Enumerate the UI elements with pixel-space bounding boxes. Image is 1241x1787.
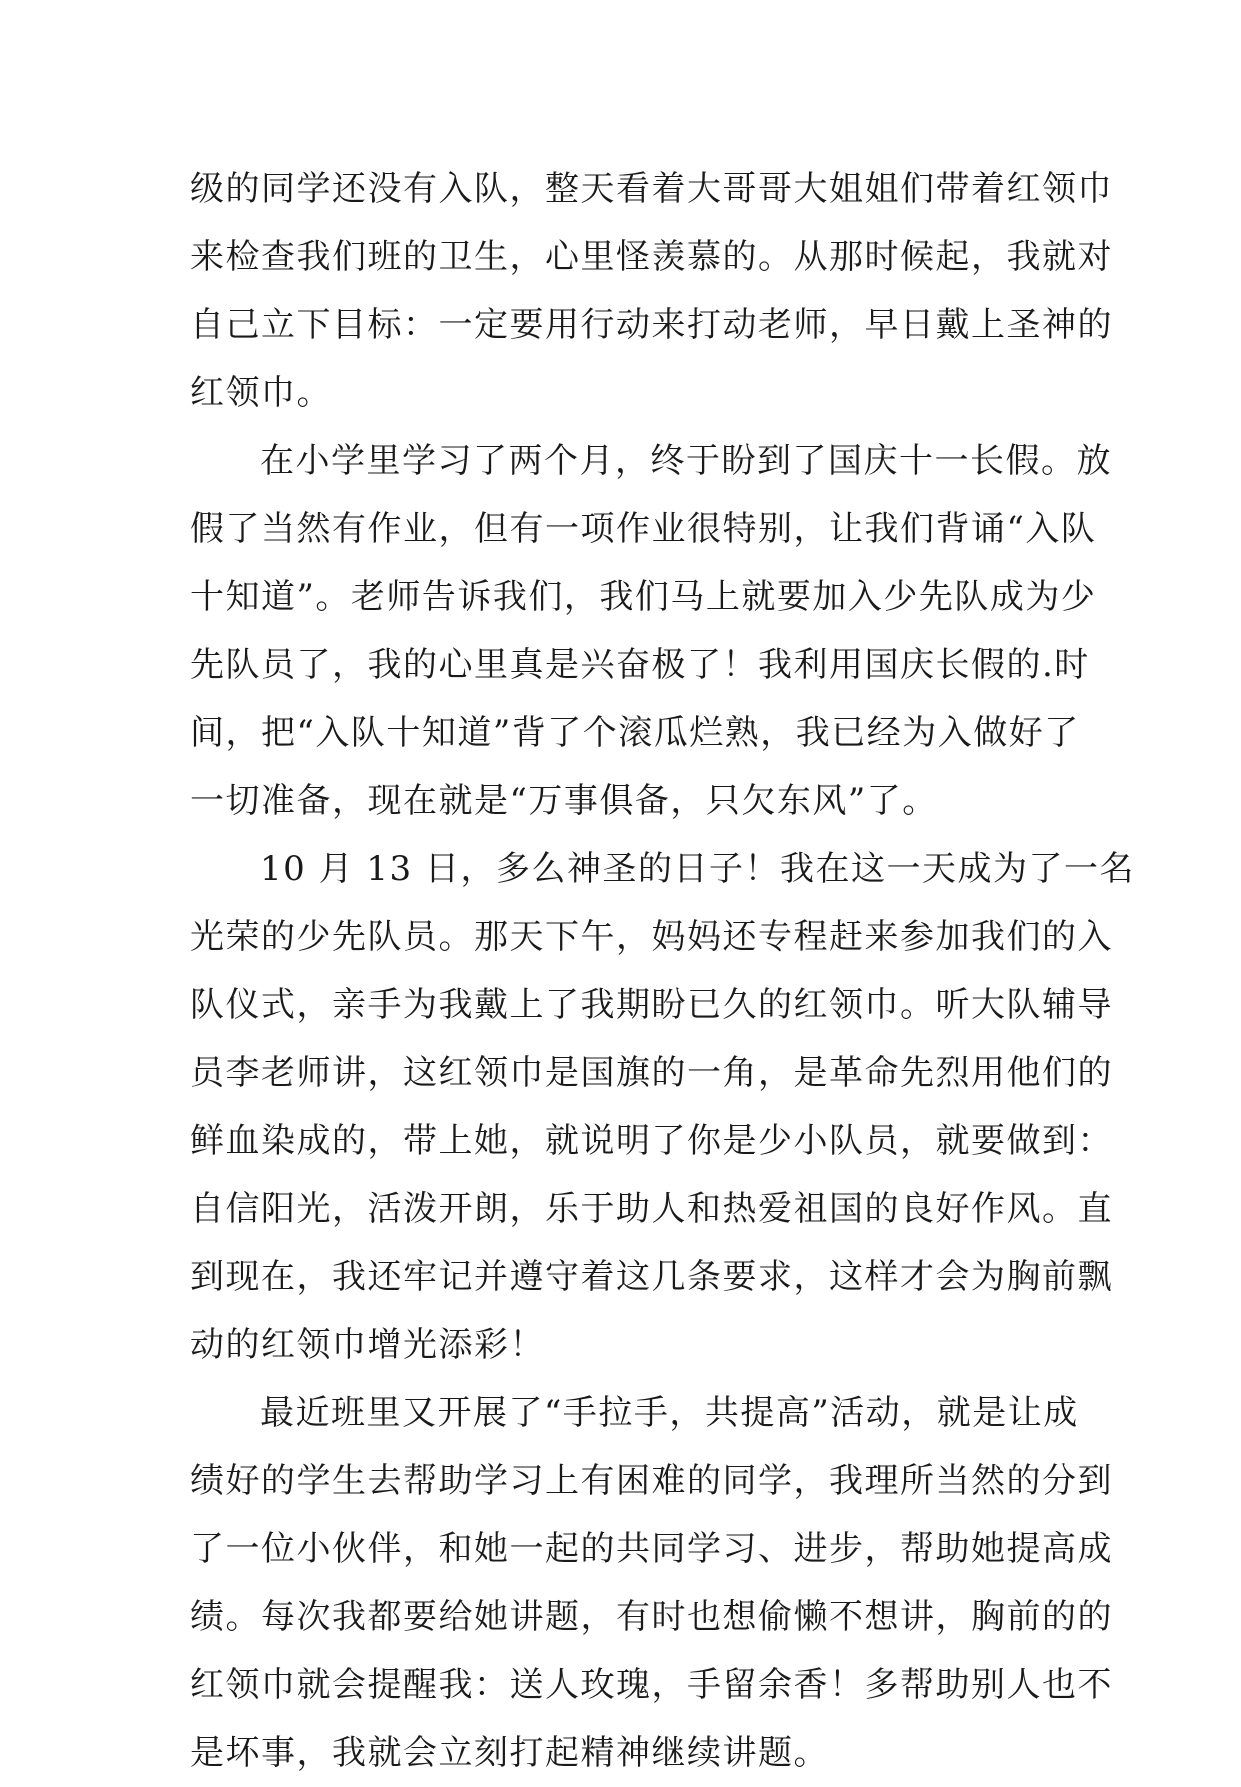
text-line: 自己立下目标：一定要用行动来打动老师，早日戴上圣神的: [190, 305, 1113, 345]
text-line: 是坏事，我就会立刻打起精神继续讲题。: [190, 1733, 829, 1773]
text-line: 光荣的少先队员。那天下午，妈妈还专程赶来参加我们的入: [190, 917, 1113, 957]
text-line: 自信阳光，活泼开朗，乐于助人和热爱祖国的良好作风。直: [190, 1189, 1113, 1229]
text-line: 十知道”。老师告诉我们，我们马上就要加入少先队成为少: [190, 577, 1097, 617]
text-line: 动的红领巾增光添彩！: [190, 1325, 545, 1365]
text-line: 红领巾就会提醒我：送人玫瑰，手留余香！多帮助别人也不: [190, 1665, 1113, 1705]
text-line: 鲜血染成的，带上她，就说明了你是少小队员，就要做到：: [190, 1121, 1113, 1161]
text-line: 红领巾。: [190, 373, 332, 413]
text-line: 绩好的学生去帮助学习上有困难的同学，我理所当然的分到: [190, 1461, 1113, 1501]
text-line: 级的同学还没有入队，整天看着大哥哥大姐姐们带着红领巾: [190, 169, 1113, 209]
paragraph-first-line: 最近班里又开展了“手拉手，共提高”活动，就是让成: [260, 1393, 1079, 1433]
document-body: [190, 155, 1135, 1787]
paragraph-first-line: 在小学里学习了两个月，终于盼到了国庆十一长假。放: [260, 441, 1112, 481]
text-line: 到现在，我还牢记并遵守着这几条要求，这样才会为胸前飘: [190, 1257, 1113, 1297]
text-line: 先队员了，我的心里真是兴奋极了！我利用国庆长假的.时: [190, 645, 1090, 685]
text-line: 了一位小伙伴，和她一起的共同学习、进步，帮助她提高成: [190, 1529, 1113, 1569]
text-line: 绩。每次我都要给她讲题，有时也想偷懒不想讲，胸前的的: [190, 1597, 1113, 1637]
text-line: 队仪式，亲手为我戴上了我期盼已久的红领巾。听大队辅导: [190, 985, 1113, 1025]
text-line: 假了当然有作业，但有一项作业很特别，让我们背诵“入队: [190, 509, 1097, 549]
text-line: 间，把“入队十知道”背了个滚瓜烂熟，我已经为入做好了: [190, 713, 1080, 753]
text-line: 员李老师讲，这红领巾是国旗的一角，是革命先烈用他们的: [190, 1053, 1113, 1093]
paragraph-first-line: 10 月 13 日，多么神圣的日子！我在这一天成为了一名: [260, 849, 1135, 889]
text-line: 一切准备，现在就是“万事俱备，只欠东风”了。: [190, 781, 938, 821]
text-line: 来检查我们班的卫生，心里怪羡慕的。从那时候起，我就对: [190, 237, 1113, 277]
